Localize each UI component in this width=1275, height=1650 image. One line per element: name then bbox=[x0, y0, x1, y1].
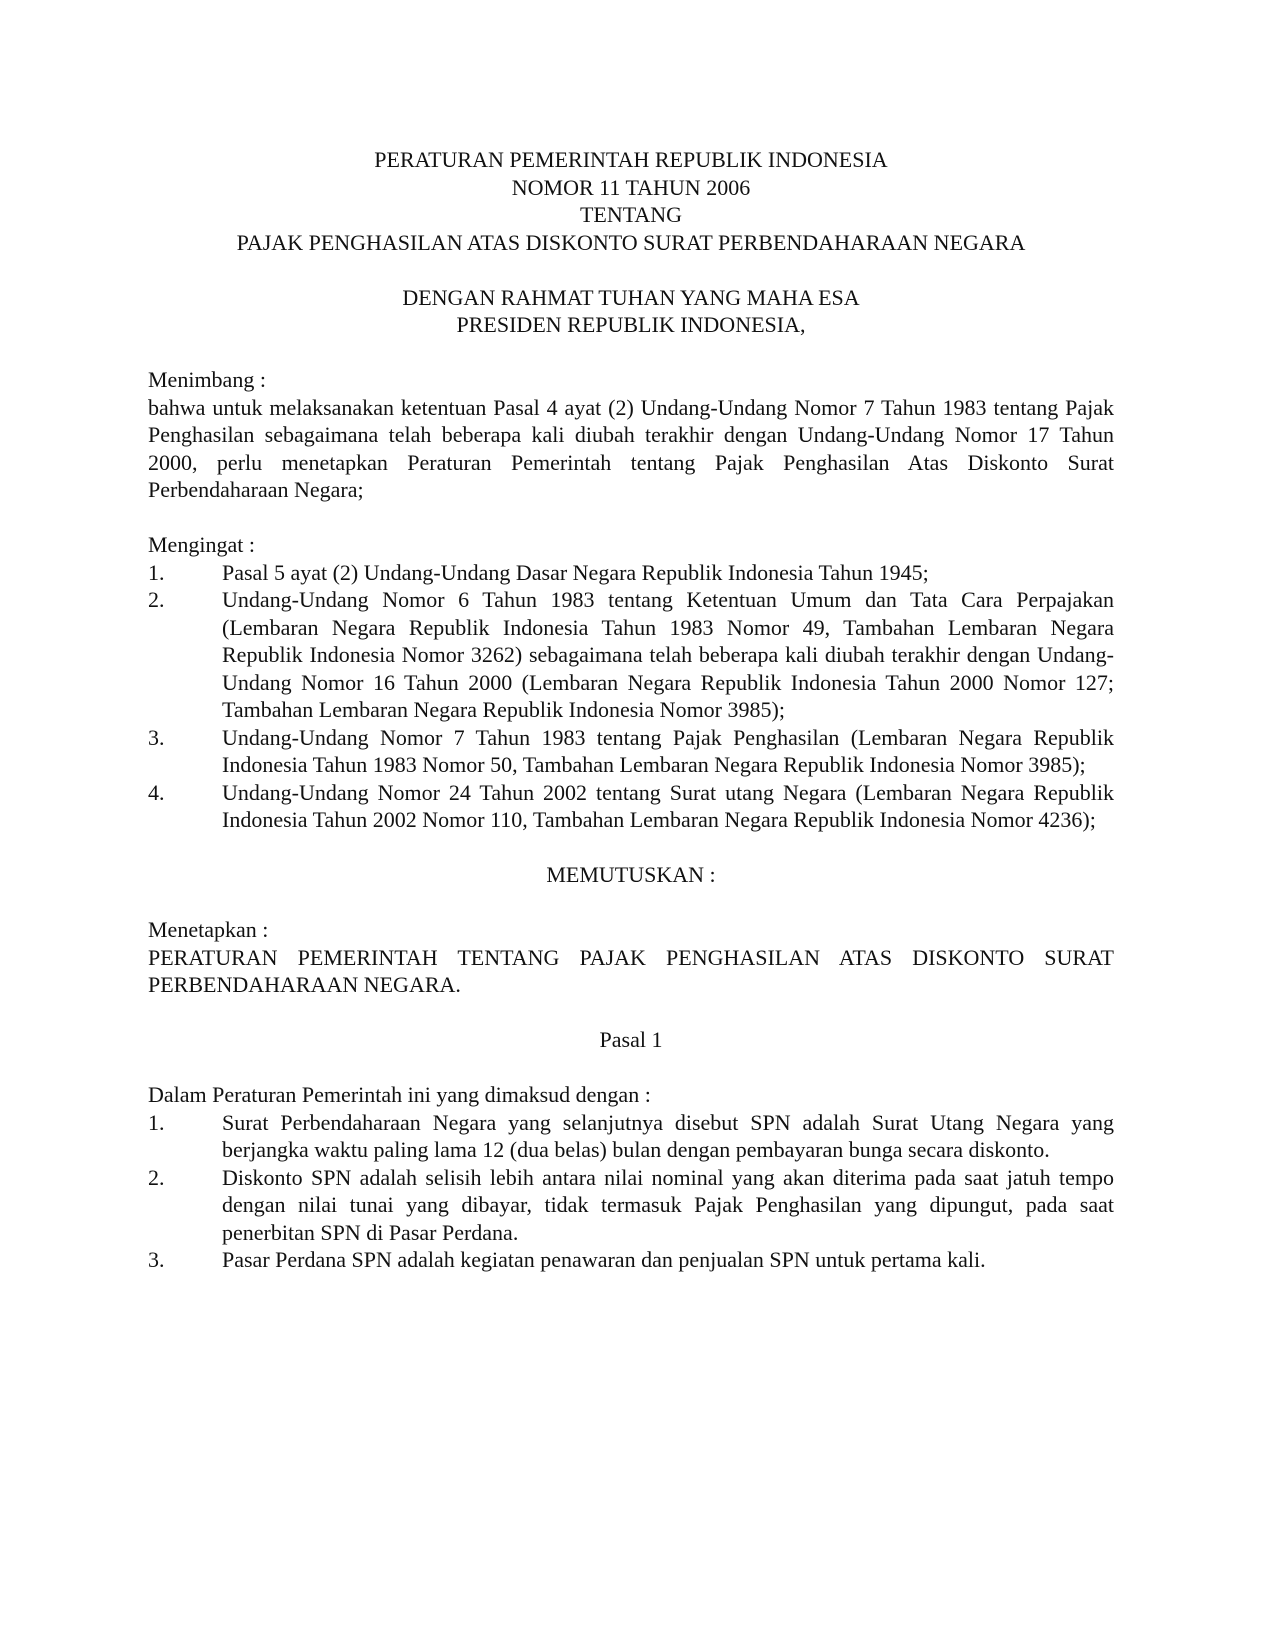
pasal-1-title: Pasal 1 bbox=[599, 1027, 663, 1052]
document-page bbox=[148, 146, 1114, 1274]
mengingat-label: Mengingat : bbox=[148, 532, 255, 557]
preamble-line-1: DENGAN RAHMAT TUHAN YANG MAHA ESA bbox=[402, 284, 860, 310]
list-item bbox=[148, 1164, 1114, 1247]
list-item bbox=[148, 1246, 1114, 1274]
mengingat-section bbox=[148, 531, 1114, 834]
preamble-line-2: PRESIDEN REPUBLIK INDONESIA, bbox=[456, 312, 806, 337]
list-item-text: Surat Perbendaharaan Negara yang selanjutnya disebut SPN adalah Surat Utang Negara yang berjangka waktu paling lama 12 (dua belas) bulan dengan pembayaran bunga secara diskonto. bbox=[222, 1109, 1114, 1162]
list-item-number: 1. bbox=[148, 1109, 165, 1135]
list-item-number: 3. bbox=[148, 1247, 165, 1272]
list-item-text: Diskonto SPN adalah selisih lebih antara nilai nominal yang akan diterima pada saat jatuh tempo dengan nilai tunai yang dibayar, tidak termasuk Pajak Penghasilan yang dipungut, pada saat penerbitan SPN di Pasar Perdana. bbox=[222, 1164, 1114, 1245]
menimbang-section bbox=[148, 366, 1114, 504]
list-item-text: Pasar Perdana SPN adalah kegiatan penawaran dan penjualan SPN untuk pertama kali. bbox=[222, 1247, 986, 1272]
list-item-number: 1. bbox=[148, 559, 165, 585]
pasal-1-section bbox=[148, 1081, 1114, 1274]
list-item-text: Undang-Undang Nomor 6 Tahun 1983 tentang Ketentuan Umum dan Tata Cara Perpajakan (Lembaran Negara Republik Indonesia Tahun 1983 Nomor 49, Tambahan Lembaran Negara Republik Indonesia Nomor 3262) sebagaimana telah beberapa kali diubah terakhir dengan Undang-Undang Nomor 16 Tahun 2000 (Lembaran Negara Republik Indonesia Tahun 2000 Nomor 127; Tambahan Lembaran Negara Republik Indonesia Nomor 3985); bbox=[222, 587, 1114, 722]
list-item bbox=[148, 586, 1114, 724]
document-header bbox=[148, 146, 1114, 256]
mengingat-list bbox=[148, 559, 1114, 834]
pasal-1-intro: Dalam Peraturan Pemerintah ini yang dimaksud dengan : bbox=[148, 1082, 651, 1107]
menetapkan-text: PERATURAN PEMERINTAH TENTANG PAJAK PENGHASILAN ATAS DISKONTO SURAT PERBENDAHARAAN NEGARA. bbox=[148, 944, 1114, 997]
header-title: PERATURAN PEMERINTAH REPUBLIK INDONESIA bbox=[374, 147, 888, 172]
list-item-text: Undang-Undang Nomor 24 Tahun 2002 tentang Surat utang Negara (Lembaran Negara Republik Indonesia Tahun 2002 Nomor 110, Tambahan Lembaran Negara Republik Indonesia Nomor 4236); bbox=[222, 779, 1114, 832]
memutuskan-heading: MEMUTUSKAN : bbox=[546, 862, 716, 887]
list-item bbox=[148, 779, 1114, 834]
list-item bbox=[148, 724, 1114, 779]
list-item-number: 3. bbox=[148, 724, 165, 750]
menetapkan-label: Menetapkan : bbox=[148, 917, 269, 942]
list-item-text: Undang-Undang Nomor 7 Tahun 1983 tentang Pajak Penghasilan (Lembaran Negara Republik Indonesia Tahun 1983 Nomor 50, Tambahan Lembaran Negara Republik Indonesia Nomor 3985); bbox=[222, 724, 1114, 777]
list-item-number: 2. bbox=[148, 1164, 165, 1190]
list-item-text: Pasal 5 ayat (2) Undang-Undang Dasar Negara Republik Indonesia Tahun 1945; bbox=[222, 559, 929, 585]
menimbang-label: Menimbang : bbox=[148, 367, 266, 392]
list-item bbox=[148, 1109, 1114, 1164]
header-tentang: TENTANG bbox=[579, 202, 683, 227]
list-item bbox=[148, 559, 1114, 587]
menetapkan-section bbox=[148, 916, 1114, 999]
list-item-number: 4. bbox=[148, 779, 165, 805]
pasal-1-list bbox=[148, 1109, 1114, 1274]
preamble bbox=[148, 284, 1114, 339]
header-subject: PAJAK PENGHASILAN ATAS DISKONTO SURAT PERBENDAHARAAN NEGARA bbox=[236, 229, 1026, 255]
menimbang-text: bahwa untuk melaksanakan ketentuan Pasal 4 ayat (2) Undang-Undang Nomor 7 Tahun 1983 tentang Pajak Penghasilan sebagaimana telah beberapa kali diubah terakhir dengan Undang-Undang Nomor 17 Tahun 2000, perlu menetapkan Peraturan Pemerintah tentang Pajak Penghasilan Atas Diskonto Surat Perbendaharaan Negara; bbox=[148, 394, 1114, 502]
header-number: NOMOR 11 TAHUN 2006 bbox=[511, 174, 751, 200]
list-item-number: 2. bbox=[148, 587, 165, 612]
